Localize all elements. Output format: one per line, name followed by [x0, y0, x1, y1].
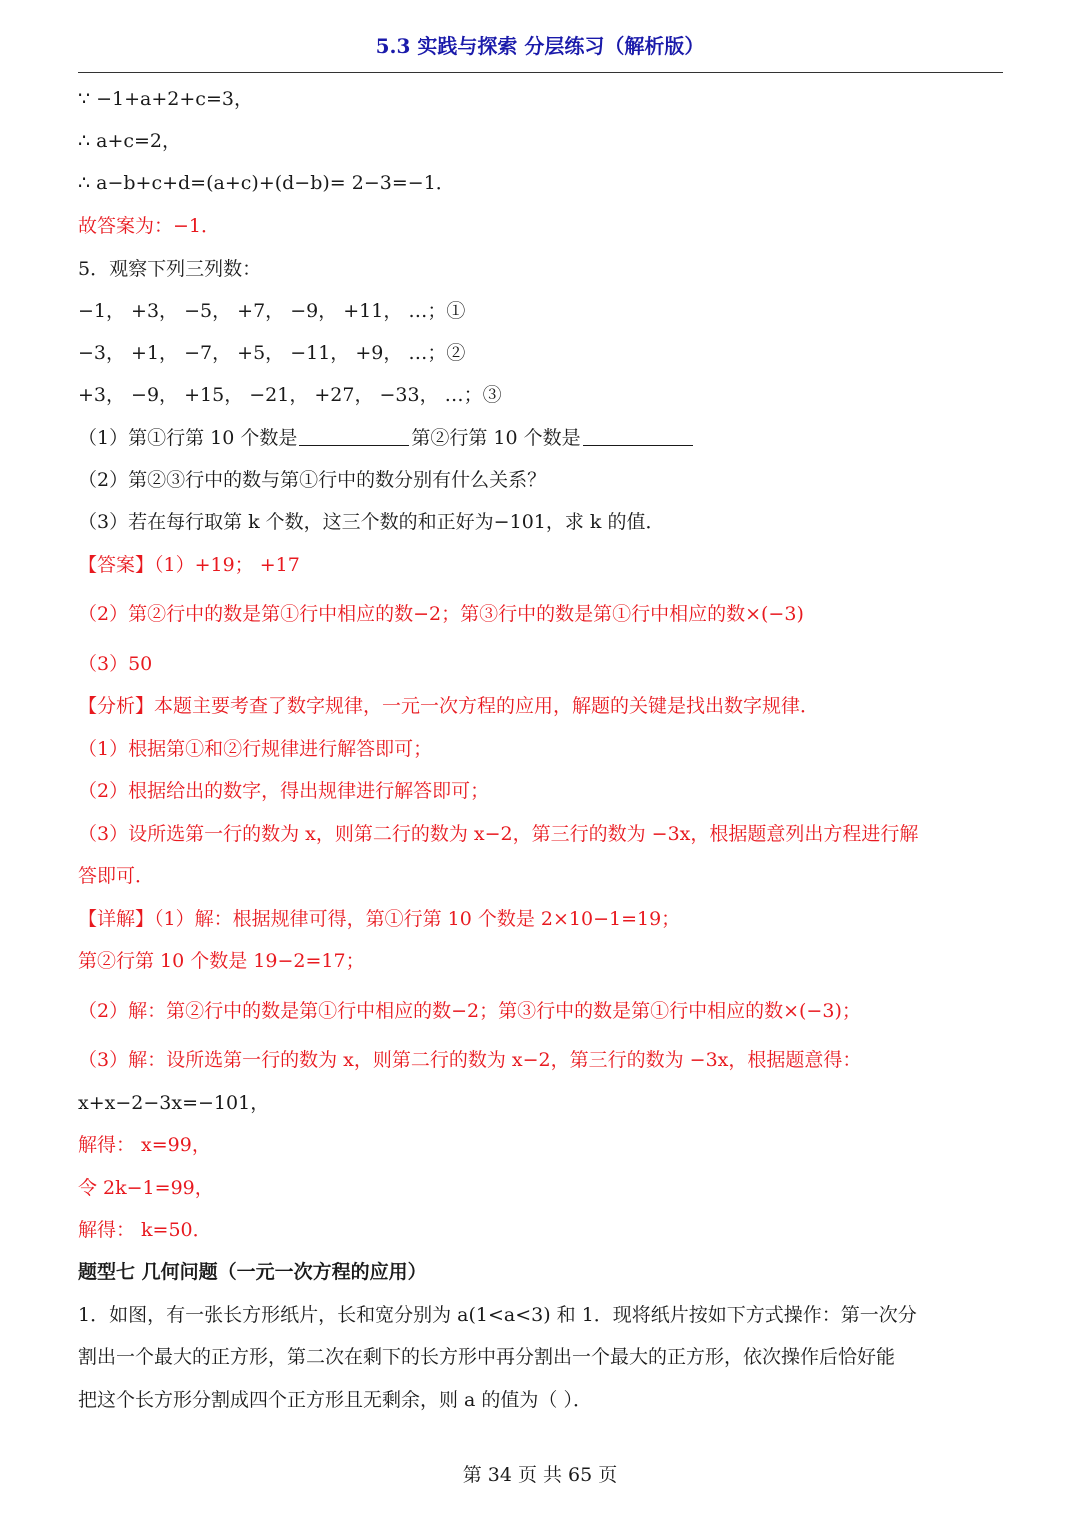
question-1-line-3: 把这个长方形分割成四个正方形且无剩余，则 a 的值为（ ）． — [78, 1389, 592, 1411]
solve-x: 解得： x=99， — [78, 1134, 211, 1156]
analysis-part-3: （3）设所选第一行的数为 x，则第二行的数为 x−2，第三行的数为 −3x，根据题意列出方程进行解 — [78, 823, 919, 845]
question-5-part-3: （3）若在每行取第 k 个数，这三个数的和正好为−101，求 k 的值． — [78, 511, 665, 533]
analysis-part-1: （1）根据第①和②行规律进行解答即可； — [78, 738, 433, 760]
part-1-text-a: （1）第①行第 10 个数是 — [78, 427, 298, 449]
question-5-title: 5．观察下列三列数： — [78, 258, 262, 280]
line-therefore-1: ∴ a+c=2， — [78, 130, 182, 152]
detail-part-1: 【详解】（1）解：根据规律可得，第①行第 10 个数是 2×10−1=19； — [78, 908, 681, 930]
section-title-type-7: 题型七 几何问题（一元一次方程的应用） — [78, 1261, 427, 1283]
question-5-part-1 — [78, 424, 695, 452]
set-k: 令 2k−1=99， — [78, 1177, 214, 1199]
part-1-text-b: 第②行第 10 个数是 — [411, 427, 581, 449]
analysis-intro: 【分析】本题主要考查了数字规律，一元一次方程的应用，解题的关键是找出数字规律． — [78, 695, 820, 717]
question-5-part-2: （2）第②③行中的数与第①行中的数分别有什么关系？ — [78, 469, 547, 491]
line-given: ∵ −1+a+2+c=3， — [78, 88, 253, 110]
sequence-row-1: −1， +3， −5， +7， −9， +11， …；① — [78, 300, 466, 322]
detail-part-2: （2）解：第②行中的数是第①行中相应的数−2；第③行中的数是第①行中相应的数×(−3)； — [78, 1000, 861, 1022]
question-1-line-1: 1．如图，有一张长方形纸片，长和宽分别为 a(1<a<3) 和 1．现将纸片按如下方式操作：第一次分 — [78, 1304, 917, 1326]
answer-part-2: （2）第②行中的数是第①行中相应的数−2；第③行中的数是第①行中相应的数×(−3) — [78, 603, 804, 625]
header-rule — [78, 72, 1003, 73]
sequence-row-3: +3， −9， +15， −21， +27， −33， …；③ — [78, 384, 502, 406]
question-1-line-2: 割出一个最大的正方形，第二次在剩下的长方形中再分割出一个最大的正方形，依次操作后恰好能 — [78, 1346, 896, 1368]
analysis-part-3-cont: 答即可． — [78, 865, 155, 887]
line-therefore-2: ∴ a−b+c+d=(a+c)+(d−b)= 2−3=−1． — [78, 172, 455, 194]
page-header-title: 5.3 实践与探索 分层练习（解析版） — [375, 34, 705, 58]
solve-k: 解得： k=50． — [78, 1219, 212, 1241]
answer-part-1: 【答案】（1）+19； +17 — [78, 554, 300, 576]
answer-blank-2 — [583, 425, 693, 446]
detail-part-3: （3）解：设所选第一行的数为 x，则第二行的数为 x−2，第三行的数为 −3x，根据题意得： — [78, 1049, 862, 1071]
page-footer: 第 34 页 共 65 页 — [462, 1464, 618, 1486]
sequence-row-2: −3， +1， −7， +5， −11， +9， …；② — [78, 342, 466, 364]
equation-line: x+x−2−3x=−101， — [78, 1092, 270, 1114]
line-answer: 故答案为：−1． — [78, 215, 221, 237]
detail-part-1-cont: 第②行第 10 个数是 19−2=17； — [78, 950, 365, 972]
answer-blank-1 — [299, 425, 409, 446]
analysis-part-2: （2）根据给出的数字，得出规律进行解答即可； — [78, 780, 490, 802]
answer-part-3: （3）50 — [78, 653, 153, 675]
